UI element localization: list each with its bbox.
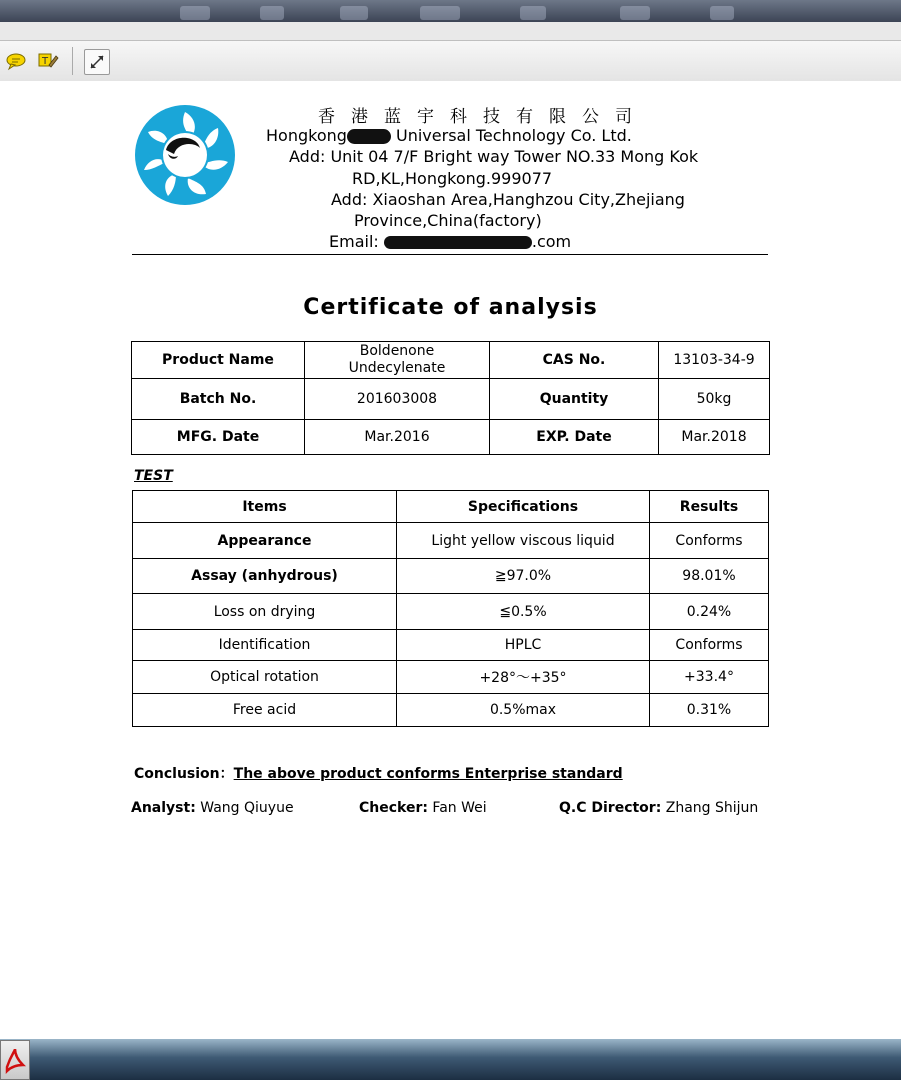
os-taskbar xyxy=(0,1039,901,1080)
quantity-value: 50kg xyxy=(659,379,770,420)
titlebar-blur xyxy=(710,6,734,20)
email-suffix: .com xyxy=(531,232,572,251)
director-label: Q.C Director: xyxy=(559,800,662,816)
titlebar-blur xyxy=(420,6,460,20)
fullscreen-button[interactable] xyxy=(84,49,110,75)
redaction-mark xyxy=(384,236,532,249)
table-row xyxy=(132,379,770,420)
test-spec: 0.5%max xyxy=(397,694,650,727)
company-name-chinese: 香港蓝宇科技有限公司 xyxy=(318,107,648,127)
header-items: Items xyxy=(133,491,397,523)
conclusion-text: The above product conforms Enterprise standard xyxy=(233,766,623,782)
test-spec: +28°～+35° xyxy=(397,661,650,694)
email-label: Email: xyxy=(329,232,379,251)
header-divider xyxy=(132,254,768,255)
conclusion xyxy=(134,763,623,783)
checker-name: Fan Wei xyxy=(432,800,487,816)
table-row xyxy=(133,630,769,661)
comment-icon xyxy=(5,51,27,71)
table-row xyxy=(133,594,769,630)
highlight-text-button[interactable] xyxy=(36,49,60,73)
cas-label: CAS No. xyxy=(490,342,659,379)
product-name-label: Product Name xyxy=(132,342,305,379)
test-result: +33.4° xyxy=(650,661,769,694)
analyst-name: Wang Qiuyue xyxy=(200,800,294,816)
window-titlebar xyxy=(0,0,901,22)
test-result: 0.24% xyxy=(650,594,769,630)
fullscreen-icon xyxy=(88,53,106,71)
test-spec: HPLC xyxy=(397,630,650,661)
checker-label: Checker: xyxy=(359,800,428,816)
company-name-prefix: Hongkong xyxy=(266,126,347,145)
document-title xyxy=(0,295,901,320)
titlebar-blur xyxy=(260,6,284,20)
exp-value: Mar.2018 xyxy=(659,420,770,455)
toolbar-separator xyxy=(72,47,73,75)
mfg-value: Mar.2016 xyxy=(305,420,490,455)
titlebar-blur xyxy=(340,6,368,20)
test-spec: ≦0.5% xyxy=(397,594,650,630)
product-name-value xyxy=(305,342,490,379)
director-signature xyxy=(559,800,758,816)
director-name: Zhang Shijun xyxy=(665,800,759,816)
test-item: Free acid xyxy=(133,694,397,727)
pdf-app-icon xyxy=(1,1041,29,1079)
document-title-text: Certificate of analysis xyxy=(303,295,598,320)
viewer-toolbar xyxy=(0,40,901,82)
highlight-text-icon xyxy=(37,51,59,71)
test-item: Appearance xyxy=(133,523,397,559)
cas-value: 13103-34-9 xyxy=(659,342,770,379)
titlebar-blur xyxy=(620,6,650,20)
product-name-line-1: Boldenone xyxy=(359,343,435,359)
comment-button[interactable] xyxy=(4,49,28,73)
header-results: Results xyxy=(650,491,769,523)
company-name-english xyxy=(266,126,632,145)
company-logo xyxy=(134,104,236,206)
table-row xyxy=(133,694,769,727)
redaction-mark xyxy=(347,129,391,144)
conclusion-label: Conclusion： xyxy=(134,766,234,782)
titlebar-blur xyxy=(180,6,210,20)
table-row xyxy=(132,420,770,455)
mfg-label: MFG. Date xyxy=(132,420,305,455)
header-specifications: Specifications xyxy=(397,491,650,523)
address-line-2: RD,KL,Hongkong.999077 xyxy=(352,169,553,188)
analyst-label: Analyst: xyxy=(131,800,196,816)
test-result: Conforms xyxy=(650,523,769,559)
product-info-table xyxy=(131,341,770,455)
test-item: Identification xyxy=(133,630,397,661)
test-spec: ≧97.0% xyxy=(397,559,650,594)
test-results-table xyxy=(132,490,769,727)
test-result: 98.01% xyxy=(650,559,769,594)
address-line-1: Add: Unit 04 7/F Bright way Tower NO.33 Mong Kok xyxy=(289,147,699,166)
test-item: Optical rotation xyxy=(133,661,397,694)
company-name-suffix: Universal Technology Co. Ltd. xyxy=(396,126,632,145)
toolbar-spacer xyxy=(0,22,901,40)
table-row xyxy=(133,661,769,694)
table-header-row xyxy=(133,491,769,523)
test-item: Assay (anhydrous) xyxy=(133,559,397,594)
checker-signature xyxy=(359,800,487,816)
table-row xyxy=(133,523,769,559)
test-result: Conforms xyxy=(650,630,769,661)
test-result: 0.31% xyxy=(650,694,769,727)
batch-label: Batch No. xyxy=(132,379,305,420)
analyst-signature xyxy=(131,800,294,816)
product-name-line-2: Undecylenate xyxy=(348,360,446,376)
quantity-label: Quantity xyxy=(490,379,659,420)
batch-value: 201603008 xyxy=(305,379,490,420)
titlebar-blur xyxy=(520,6,546,20)
email-line xyxy=(329,232,571,251)
svg-text:T: T xyxy=(42,56,49,67)
test-item: Loss on drying xyxy=(133,594,397,630)
table-row xyxy=(132,342,770,379)
test-spec: Light yellow viscous liquid xyxy=(397,523,650,559)
address-line-3: Add: Xiaoshan Area,Hanghzou City,Zhejiang xyxy=(331,190,685,209)
table-row xyxy=(133,559,769,594)
exp-label: EXP. Date xyxy=(490,420,659,455)
pdf-app-button[interactable] xyxy=(0,1040,30,1080)
test-section-label: TEST xyxy=(134,468,173,484)
address-line-4: Province,China(factory) xyxy=(354,211,542,230)
